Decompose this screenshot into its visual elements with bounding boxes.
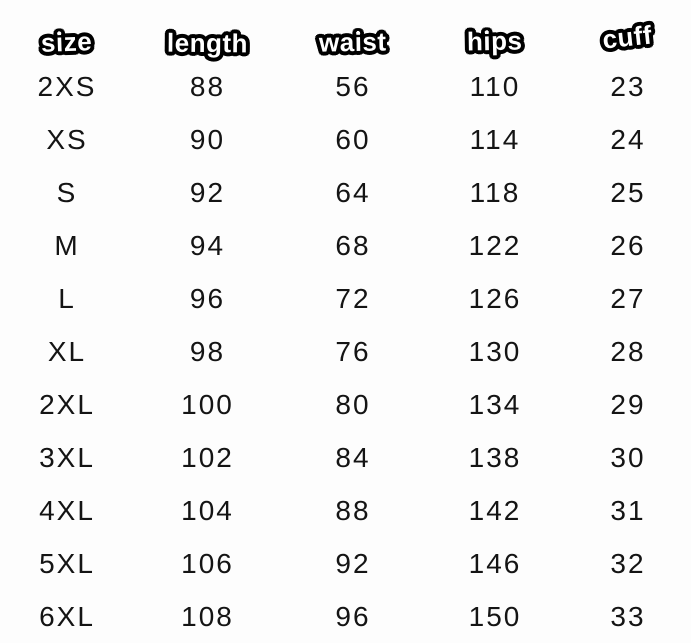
table-row — [0, 484, 691, 537]
cell-hips: 150 — [468, 600, 522, 632]
table-row — [0, 166, 691, 219]
cell-cuff: 30 — [610, 441, 646, 473]
cell-cuff: 29 — [610, 388, 646, 420]
table-row — [0, 60, 691, 113]
table-body — [0, 60, 691, 643]
cell-waist: 88 — [335, 494, 371, 526]
cell-length: 92 — [189, 176, 226, 208]
cell-hips: 114 — [469, 123, 521, 155]
cell-cuff: 32 — [610, 547, 646, 579]
table-row — [0, 272, 691, 325]
cell-length: 94 — [189, 229, 226, 261]
cell-cuff: 23 — [610, 70, 646, 102]
column-header-size — [0, 27, 134, 58]
cell-size: 5XL — [39, 547, 95, 579]
cell-length: 108 — [181, 600, 234, 632]
table-row — [0, 325, 691, 378]
cell-hips: 146 — [468, 547, 522, 579]
cell-hips: 130 — [468, 335, 522, 367]
cell-hips: 138 — [468, 441, 522, 473]
cell-hips: 122 — [468, 229, 522, 261]
column-header-length-label: length — [166, 27, 249, 59]
column-header-cuff — [565, 19, 691, 58]
cell-length: 104 — [181, 494, 234, 526]
table-row — [0, 113, 691, 166]
cell-waist: 96 — [335, 600, 371, 632]
cell-length: 100 — [181, 388, 234, 420]
cell-size: L — [58, 282, 76, 314]
cell-cuff: 31 — [610, 494, 646, 526]
table-row — [0, 431, 691, 484]
cell-hips: 126 — [468, 282, 522, 314]
table-header-row — [0, 0, 691, 60]
cell-size: 6XL — [39, 600, 95, 632]
cell-waist: 72 — [335, 282, 371, 314]
cell-size: 3XL — [39, 441, 95, 473]
cell-length: 88 — [189, 70, 226, 102]
cell-hips: 118 — [469, 176, 521, 208]
column-header-waist-label: waist — [318, 26, 388, 58]
cell-size: 2XS — [37, 70, 97, 102]
cell-hips: 134 — [468, 388, 522, 420]
cell-cuff: 26 — [610, 229, 646, 261]
cell-cuff: 27 — [610, 282, 646, 314]
cell-hips: 142 — [468, 494, 522, 526]
table-row — [0, 219, 691, 272]
cell-size: XS — [46, 123, 88, 155]
cell-length: 102 — [181, 441, 234, 473]
table-row — [0, 590, 691, 643]
cell-size: M — [54, 229, 80, 261]
column-header-cuff-label: cuff — [601, 19, 654, 55]
column-header-length — [134, 27, 281, 58]
cell-waist: 76 — [335, 335, 371, 367]
cell-waist: 92 — [335, 547, 371, 579]
cell-size: XL — [47, 335, 87, 367]
cell-size: 2XL — [39, 388, 95, 420]
cell-waist: 80 — [335, 388, 371, 420]
cell-waist: 64 — [335, 176, 371, 208]
column-header-hips — [425, 27, 565, 58]
cell-hips: 110 — [469, 70, 521, 102]
cell-cuff: 25 — [610, 176, 646, 208]
table-row — [0, 378, 691, 431]
cell-waist: 68 — [335, 229, 371, 261]
cell-length: 106 — [181, 547, 234, 579]
cell-cuff: 28 — [610, 335, 646, 367]
column-header-hips-label: hips — [466, 25, 523, 57]
cell-length: 90 — [189, 123, 226, 155]
cell-waist: 60 — [335, 123, 371, 155]
cell-size: 4XL — [39, 494, 95, 526]
cell-length: 98 — [189, 335, 226, 367]
cell-waist: 56 — [335, 70, 371, 102]
cell-cuff: 33 — [610, 600, 646, 632]
column-header-size-label: size — [40, 26, 94, 58]
cell-length: 96 — [189, 282, 226, 314]
cell-waist: 84 — [335, 441, 371, 473]
cell-size: S — [56, 176, 78, 208]
column-header-waist — [281, 27, 425, 58]
cell-cuff: 24 — [610, 123, 646, 155]
table-row — [0, 537, 691, 590]
